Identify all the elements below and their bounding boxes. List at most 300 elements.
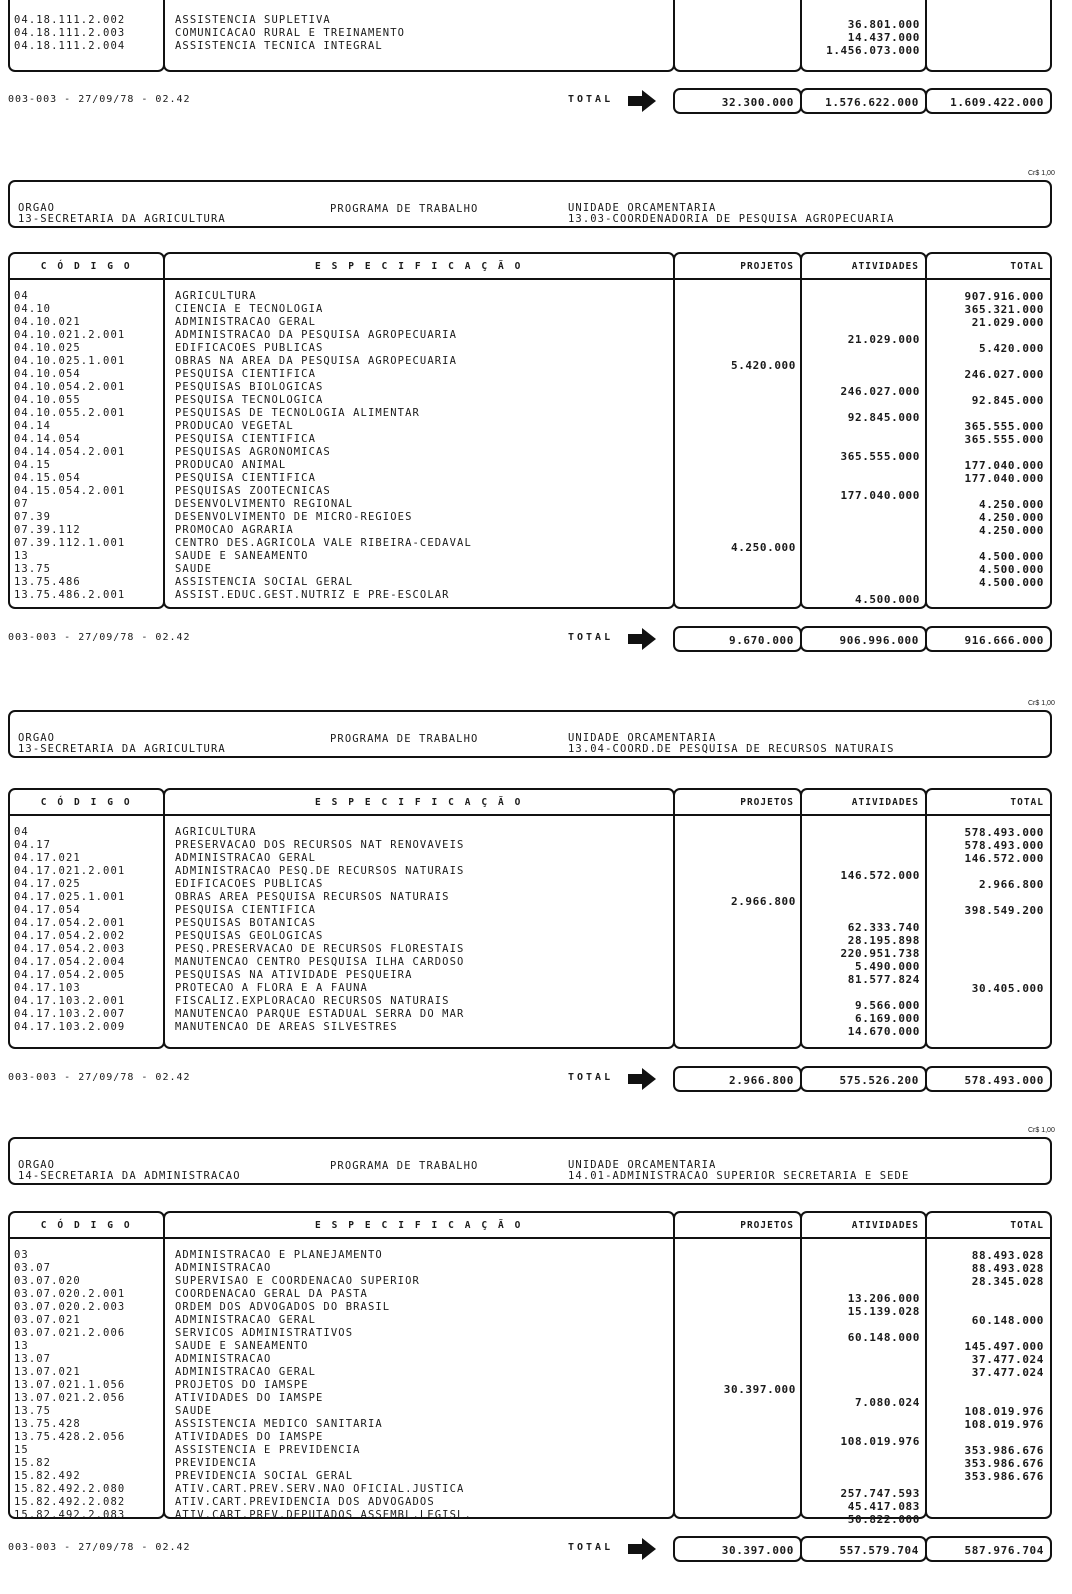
atividades-cell: 50.822.000	[847, 1513, 920, 1526]
table-row	[0, 1275, 1072, 1288]
print-stamp: 003-003 - 27/09/78 - 02.42	[8, 632, 191, 643]
arrow-right-icon	[628, 628, 658, 650]
total-cell: 5.420.000	[978, 342, 1044, 355]
codigo-cell: 15.82	[14, 1457, 52, 1469]
total-total-value: 1.609.422.000	[950, 96, 1044, 109]
table-row	[0, 27, 1072, 44]
total-cell: 37.477.024	[971, 1353, 1044, 1366]
codigo-cell: 13.07	[14, 1353, 52, 1365]
codigo-cell: 04.14.054	[14, 433, 81, 445]
codigo-cell: 13.75.428.2.056	[14, 1431, 126, 1443]
total-cell: 21.029.000	[971, 316, 1044, 329]
codigo-cell: 04.17.103	[14, 982, 81, 994]
programa-label: PROGRAMA DE TRABALHO	[330, 203, 479, 215]
codigo-cell: 13.07.021.2.056	[14, 1392, 126, 1404]
arrow-right-icon	[628, 1538, 658, 1560]
codigo-cell: 03.07.020.2.003	[14, 1301, 126, 1313]
total-cell: 353.986.676	[964, 1457, 1044, 1470]
especificacao-cell: CIENCIA E TECNOLOGIA	[175, 303, 324, 315]
table-row	[0, 394, 1072, 407]
total-cell: 246.027.000	[964, 368, 1044, 381]
especificacao-cell: MANUTENCAO PARQUE ESTADUAL SERRA DO MAR	[175, 1008, 465, 1020]
especificacao-cell: ASSISTENCIA E PREVIDENCIA	[175, 1444, 361, 1456]
codigo-cell: 13.75	[14, 563, 52, 575]
especificacao-header-divider	[165, 814, 673, 816]
total-header-divider	[927, 814, 1050, 816]
arrow-right-icon	[628, 90, 658, 112]
table-row	[0, 891, 1072, 908]
print-stamp: 003-003 - 27/09/78 - 02.42	[8, 94, 191, 105]
codigo-cell: 04.18.111.2.003	[14, 27, 126, 39]
especificacao-cell: SAUDE	[175, 1405, 213, 1417]
table-row	[0, 498, 1072, 511]
codigo-cell: 13.75.486	[14, 576, 81, 588]
table-row	[0, 329, 1072, 346]
orgao-label: ORGAO	[18, 202, 56, 214]
total-cell: 28.345.028	[971, 1275, 1044, 1288]
column-header-especificacao: E S P E C I F I C A Ç Ã O	[315, 797, 523, 808]
especificacao-cell: ATIV.CART.PREV.DEPUTADOS ASSEMBL.LEGISL.	[175, 1509, 472, 1521]
especificacao-cell: PESQUISA CIENTIFICA	[175, 472, 317, 484]
codigo-cell: 04.10.025.1.001	[14, 355, 126, 367]
total-atividades-value: 1.576.622.000	[825, 96, 919, 109]
atividades-cell: 14.670.000	[847, 1025, 920, 1038]
especificacao-cell: PREVIDENCIA	[175, 1457, 257, 1469]
atividades-cell: 1.456.073.000	[826, 44, 920, 57]
especificacao-cell: ASSISTENCIA SOCIAL GERAL	[175, 576, 354, 588]
table-row	[0, 1379, 1072, 1396]
codigo-cell: 04.17.054.2.003	[14, 943, 126, 955]
total-cell: 578.493.000	[964, 826, 1044, 839]
especificacao-cell: PESQUISA CIENTIFICA	[175, 368, 317, 380]
codigo-cell: 04	[14, 290, 29, 302]
codigo-cell: 04.10	[14, 303, 52, 315]
total-cell: 365.555.000	[964, 420, 1044, 433]
especificacao-cell: DESENVOLVIMENTO DE MICRO-REGIOES	[175, 511, 413, 523]
atividades-cell: 9.566.000	[854, 999, 920, 1012]
especificacao-cell: PESQ.PRESERVACAO DE RECURSOS FLORESTAIS	[175, 943, 465, 955]
table-row	[0, 472, 1072, 485]
especificacao-cell: ADMINISTRACAO GERAL	[175, 1314, 317, 1326]
currency-unit: Cr$ 1,00	[1028, 170, 1055, 177]
especificacao-cell: SERVICOS ADMINISTRATIVOS	[175, 1327, 354, 1339]
table-row	[0, 342, 1072, 355]
table-row	[0, 1483, 1072, 1500]
currency-unit: Cr$ 1,00	[1028, 700, 1055, 707]
codigo-cell: 03.07.021	[14, 1314, 81, 1326]
unidade-label: UNIDADE ORCAMENTARIA	[568, 732, 717, 744]
codigo-cell: 03.07	[14, 1262, 52, 1274]
projetos-header-divider	[675, 1237, 800, 1239]
orgao-value: 14-SECRETARIA DA ADMINISTRACAO	[18, 1170, 241, 1182]
table-row	[0, 381, 1072, 398]
codigo-cell: 04.18.111.2.004	[14, 40, 126, 52]
especificacao-header-divider	[165, 1237, 673, 1239]
codigo-cell: 15.82.492	[14, 1470, 81, 1482]
especificacao-cell: PRESERVACAO DOS RECURSOS NAT RENOVAVEIS	[175, 839, 465, 851]
column-header-especificacao: E S P E C I F I C A Ç Ã O	[315, 261, 523, 272]
atividades-cell: 13.206.000	[847, 1292, 920, 1305]
especificacao-cell: CENTRO DES.AGRICOLA VALE RIBEIRA-CEDAVAL	[175, 537, 472, 549]
especificacao-cell: AGRICULTURA	[175, 290, 257, 302]
atividades-cell: 81.577.824	[847, 973, 920, 986]
especificacao-cell: PESQUISA CIENTIFICA	[175, 433, 317, 445]
column-header-atividades: ATIVIDADES	[851, 1220, 919, 1231]
total-atividades-value: 557.579.704	[839, 1544, 919, 1557]
especificacao-cell: MANUTENCAO DE AREAS SILVESTRES	[175, 1021, 398, 1033]
codigo-cell: 04.17.054	[14, 904, 81, 916]
atividades-cell: 4.500.000	[854, 593, 920, 606]
total-cell: 60.148.000	[971, 1314, 1044, 1327]
total-atividades-box	[800, 1066, 927, 1092]
header-box	[8, 710, 1052, 758]
especificacao-cell: ASSISTENCIA SUPLETIVA	[175, 14, 331, 26]
total-header-divider	[927, 1237, 1050, 1239]
total-total-box	[925, 626, 1052, 652]
codigo-cell: 04.17.054.2.004	[14, 956, 126, 968]
total-cell: 108.019.976	[964, 1405, 1044, 1418]
total-projetos-box	[673, 88, 802, 114]
arrow-right-icon	[628, 1068, 658, 1090]
table-row	[0, 982, 1072, 995]
total-cell: 4.250.000	[978, 524, 1044, 537]
table-row	[0, 852, 1072, 865]
especificacao-header-divider	[165, 278, 673, 280]
table-row	[0, 290, 1072, 303]
atividades-cell: 365.555.000	[840, 450, 920, 463]
codigo-cell: 04.15	[14, 459, 52, 471]
total-cell: 4.500.000	[978, 550, 1044, 563]
atividades-cell: 92.845.000	[847, 411, 920, 424]
table-row	[0, 1288, 1072, 1305]
table-row	[0, 956, 1072, 973]
codigo-cell: 15.82.492.2.082	[14, 1496, 126, 1508]
codigo-cell: 07.39.112.1.001	[14, 537, 126, 549]
table-row	[0, 1509, 1072, 1526]
codigo-cell: 04.17.103.2.007	[14, 1008, 126, 1020]
column-header-atividades: ATIVIDADES	[851, 797, 919, 808]
column-header-projetos: PROJETOS	[740, 261, 794, 272]
especificacao-cell: ASSISTENCIA TECNICA INTEGRAL	[175, 40, 383, 52]
codigo-cell: 13.75.486.2.001	[14, 589, 126, 601]
column-header-codigo: C Ó D I G O	[40, 797, 133, 808]
codigo-cell: 13.75.428	[14, 1418, 81, 1430]
especificacao-cell: ATIV.CART.PREV.SERV.NAO OFICIAL.JUSTICA	[175, 1483, 465, 1495]
total-projetos-value: 2.966.800	[728, 1074, 794, 1087]
total-label: TOTAL	[568, 94, 614, 105]
projetos-header-divider	[675, 814, 800, 816]
table-row	[0, 1262, 1072, 1275]
unidade-label: UNIDADE ORCAMENTARIA	[568, 1159, 717, 1171]
table-row	[0, 1444, 1072, 1457]
atividades-cell: 15.139.028	[847, 1305, 920, 1318]
atividades-cell: 146.572.000	[840, 869, 920, 882]
especificacao-cell: MANUTENCAO CENTRO PESQUISA ILHA CARDOSO	[175, 956, 465, 968]
unidade-value: 13.03-COORDENADORIA DE PESQUISA AGROPECUARIA	[568, 213, 895, 225]
table-row	[0, 1366, 1072, 1379]
total-projetos-value: 9.670.000	[728, 634, 794, 647]
especificacao-cell: COORDENACAO GERAL DA PASTA	[175, 1288, 368, 1300]
total-cell: 92.845.000	[971, 394, 1044, 407]
table-row	[0, 407, 1072, 424]
atividades-cell: 6.169.000	[854, 1012, 920, 1025]
codigo-cell: 04.10.055	[14, 394, 81, 406]
total-cell: 4.250.000	[978, 511, 1044, 524]
total-cell: 578.493.000	[964, 839, 1044, 852]
especificacao-cell: SAUDE E SANEAMENTO	[175, 550, 309, 562]
especificacao-cell: PROJETOS DO IAMSPE	[175, 1379, 309, 1391]
total-cell: 88.493.028	[971, 1262, 1044, 1275]
codigo-cell: 13.75	[14, 1405, 52, 1417]
table-row	[0, 576, 1072, 589]
print-stamp: 003-003 - 27/09/78 - 02.42	[8, 1072, 191, 1083]
codigo-cell: 04.10.021	[14, 316, 81, 328]
orgao-value: 13-SECRETARIA DA AGRICULTURA	[18, 743, 226, 755]
table-row	[0, 433, 1072, 446]
total-atividades-value: 575.526.200	[839, 1074, 919, 1087]
total-cell: 907.916.000	[964, 290, 1044, 303]
especificacao-cell: ORDEM DOS ADVOGADOS DO BRASIL	[175, 1301, 391, 1313]
atividades-header-divider	[802, 1237, 925, 1239]
table-row	[0, 1418, 1072, 1431]
table-row	[0, 826, 1072, 839]
column-header-especificacao: E S P E C I F I C A Ç Ã O	[315, 1220, 523, 1231]
codigo-cell: 04.10.021.2.001	[14, 329, 126, 341]
atividades-cell: 257.747.593	[840, 1487, 920, 1500]
codigo-cell: 13.07.021	[14, 1366, 81, 1378]
table-row	[0, 303, 1072, 316]
total-cell: 146.572.000	[964, 852, 1044, 865]
table-row	[0, 1353, 1072, 1366]
programa-label: PROGRAMA DE TRABALHO	[330, 1160, 479, 1172]
atividades-cell: 28.195.898	[847, 934, 920, 947]
total-atividades-box	[800, 1536, 927, 1562]
total-total-box	[925, 1066, 1052, 1092]
total-cell: 398.549.200	[964, 904, 1044, 917]
especificacao-cell: ADMINISTRACAO E PLANEJAMENTO	[175, 1249, 383, 1261]
table-row	[0, 1392, 1072, 1409]
especificacao-cell: OBRAS NA AREA DA PESQUISA AGROPECUARIA	[175, 355, 458, 367]
footer-totals	[0, 1066, 1072, 1096]
table-row	[0, 917, 1072, 934]
table-row	[0, 1405, 1072, 1418]
especificacao-cell: PESQUISAS ZOOTECNICAS	[175, 485, 331, 497]
projetos-cell: 2.966.800	[730, 895, 796, 908]
atividades-cell: 62.333.740	[847, 921, 920, 934]
codigo-cell: 04.10.025	[14, 342, 81, 354]
codigo-cell: 04.17.054.2.005	[14, 969, 126, 981]
table-row	[0, 40, 1072, 57]
footer-totals	[0, 626, 1072, 656]
total-label: TOTAL	[568, 1542, 614, 1553]
table-row	[0, 368, 1072, 381]
table-row	[0, 1249, 1072, 1262]
codigo-cell: 04.17.054.2.002	[14, 930, 126, 942]
especificacao-cell: ADMINISTRACAO GERAL	[175, 316, 317, 328]
codigo-cell: 03.07.020	[14, 1275, 81, 1287]
total-total-value: 578.493.000	[964, 1074, 1044, 1087]
footer-totals	[0, 1536, 1072, 1566]
table-row	[0, 878, 1072, 891]
codigo-cell: 04.17.025	[14, 878, 81, 890]
column-header-projetos: PROJETOS	[740, 797, 794, 808]
especificacao-cell: ADMINISTRACAO PESQ.DE RECURSOS NATURAIS	[175, 865, 465, 877]
especificacao-cell: ADMINISTRACAO GERAL	[175, 1366, 317, 1378]
atividades-header-divider	[802, 814, 925, 816]
codigo-cell: 04.10.054	[14, 368, 81, 380]
programa-label: PROGRAMA DE TRABALHO	[330, 733, 479, 745]
total-total-box	[925, 88, 1052, 114]
codigo-cell: 15.82.492.2.080	[14, 1483, 126, 1495]
especificacao-cell: PESQUISAS NA ATIVIDADE PESQUEIRA	[175, 969, 413, 981]
table-row	[0, 550, 1072, 563]
especificacao-cell: ADMINISTRACAO	[175, 1353, 272, 1365]
total-cell: 88.493.028	[971, 1249, 1044, 1262]
table-row	[0, 1340, 1072, 1353]
codigo-cell: 04.17.103.2.009	[14, 1021, 126, 1033]
total-cell: 365.321.000	[964, 303, 1044, 316]
total-total-value: 587.976.704	[964, 1544, 1044, 1557]
table-row	[0, 459, 1072, 472]
codigo-header-divider	[10, 1237, 163, 1239]
atividades-cell: 7.080.024	[854, 1396, 920, 1409]
total-cell: 145.497.000	[964, 1340, 1044, 1353]
table-row	[0, 904, 1072, 917]
especificacao-cell: AGRICULTURA	[175, 826, 257, 838]
especificacao-cell: ADMINISTRACAO GERAL	[175, 852, 317, 864]
table-row	[0, 1431, 1072, 1448]
especificacao-cell: OBRAS AREA PESQUISA RECURSOS NATURAIS	[175, 891, 450, 903]
especificacao-cell: PREVIDENCIA SOCIAL GERAL	[175, 1470, 354, 1482]
unidade-value: 14.01-ADMINISTRACAO SUPERIOR SECRETARIA E SEDE	[568, 1170, 910, 1182]
codigo-header-divider	[10, 814, 163, 816]
codigo-cell: 15	[14, 1444, 29, 1456]
print-stamp: 003-003 - 27/09/78 - 02.42	[8, 1542, 191, 1553]
especificacao-cell: PROTECAO A FLORA E A FAUNA	[175, 982, 368, 994]
codigo-cell: 03.07.020.2.001	[14, 1288, 126, 1300]
table-row	[0, 537, 1072, 554]
codigo-cell: 13.07.021.1.056	[14, 1379, 126, 1391]
especificacao-cell: ASSISTENCIA MEDICO SANITARIA	[175, 1418, 383, 1430]
atividades-cell: 36.801.000	[847, 18, 920, 31]
codigo-cell: 13	[14, 1340, 29, 1352]
especificacao-cell: ATIV.CART.PREVIDENCIA DOS ADVOGADOS	[175, 1496, 435, 1508]
projetos-header-divider	[675, 278, 800, 280]
projetos-cell: 4.250.000	[730, 541, 796, 554]
especificacao-cell: PROMOCAO AGRARIA	[175, 524, 294, 536]
table-row	[0, 1008, 1072, 1025]
codigo-cell: 04	[14, 826, 29, 838]
codigo-cell: 04.10.055.2.001	[14, 407, 126, 419]
unidade-value: 13.04-COORD.DE PESQUISA DE RECURSOS NATURAIS	[568, 743, 895, 755]
especificacao-cell: PESQUISAS AGRONOMICAS	[175, 446, 331, 458]
codigo-cell: 07.39.112	[14, 524, 81, 536]
total-projetos-box	[673, 1066, 802, 1092]
table-row	[0, 969, 1072, 986]
column-header-atividades: ATIVIDADES	[851, 261, 919, 272]
especificacao-cell: SAUDE	[175, 563, 213, 575]
table-row	[0, 485, 1072, 502]
especificacao-cell: FISCALIZ.EXPLORACAO RECURSOS NATURAIS	[175, 995, 450, 1007]
codigo-cell: 07	[14, 498, 29, 510]
column-header-total: TOTAL	[1010, 797, 1044, 808]
codigo-cell: 04.17	[14, 839, 52, 851]
column-header-total: TOTAL	[1010, 1220, 1044, 1231]
orgao-label: ORGAO	[18, 1159, 56, 1171]
total-atividades-box	[800, 626, 927, 652]
table-row	[0, 524, 1072, 537]
codigo-cell: 04.18.111.2.002	[14, 14, 126, 26]
especificacao-cell: DESENVOLVIMENTO REGIONAL	[175, 498, 354, 510]
table-row	[0, 446, 1072, 463]
total-cell: 37.477.024	[971, 1366, 1044, 1379]
table-row	[0, 563, 1072, 576]
orgao-value: 13-SECRETARIA DA AGRICULTURA	[18, 213, 226, 225]
codigo-cell: 04.17.021	[14, 852, 81, 864]
table-row	[0, 316, 1072, 329]
codigo-cell: 03.07.021.2.006	[14, 1327, 126, 1339]
atividades-cell: 60.148.000	[847, 1331, 920, 1344]
especificacao-cell: PESQUISAS BIOLOGICAS	[175, 381, 324, 393]
total-cell: 4.500.000	[978, 563, 1044, 576]
table-row	[0, 14, 1072, 31]
especificacao-cell: ADMINISTRACAO	[175, 1262, 272, 1274]
especificacao-cell: ATIVIDADES DO IAMSPE	[175, 1392, 324, 1404]
total-cell: 353.986.676	[964, 1470, 1044, 1483]
codigo-cell: 07.39	[14, 511, 52, 523]
codigo-cell: 04.17.054.2.001	[14, 917, 126, 929]
total-projetos-value: 30.397.000	[721, 1544, 794, 1557]
projetos-cell: 5.420.000	[730, 359, 796, 372]
total-header-divider	[927, 278, 1050, 280]
total-label: TOTAL	[568, 1072, 614, 1083]
atividades-cell: 45.417.083	[847, 1500, 920, 1513]
total-label: TOTAL	[568, 632, 614, 643]
column-header-total: TOTAL	[1010, 261, 1044, 272]
unidade-label: UNIDADE ORCAMENTARIA	[568, 202, 717, 214]
table-row	[0, 1457, 1072, 1470]
header-box	[8, 180, 1052, 228]
atividades-cell: 220.951.738	[840, 947, 920, 960]
total-cell: 108.019.976	[964, 1418, 1044, 1431]
especificacao-cell: ASSIST.EDUC.GEST.NUTRIZ E PRE-ESCOLAR	[175, 589, 450, 601]
table-row	[0, 511, 1072, 524]
codigo-cell: 04.14	[14, 420, 52, 432]
especificacao-cell: PESQUISAS DE TECNOLOGIA ALIMENTAR	[175, 407, 420, 419]
codigo-cell: 03	[14, 1249, 29, 1261]
total-cell: 353.986.676	[964, 1444, 1044, 1457]
table-row	[0, 1496, 1072, 1513]
codigo-cell: 04.15.054	[14, 472, 81, 484]
table-row	[0, 1301, 1072, 1318]
codigo-cell: 04.14.054.2.001	[14, 446, 126, 458]
column-header-codigo: C Ó D I G O	[40, 261, 133, 272]
especificacao-cell: PESQUISAS BOTANICAS	[175, 917, 317, 929]
total-projetos-box	[673, 626, 802, 652]
especificacao-cell: PESQUISA TECNOLOGICA	[175, 394, 324, 406]
total-total-box	[925, 1536, 1052, 1562]
codigo-cell: 04.17.021.2.001	[14, 865, 126, 877]
atividades-cell: 246.027.000	[840, 385, 920, 398]
especificacao-cell: SUPERVISAO E COORDENACAO SUPERIOR	[175, 1275, 420, 1287]
total-projetos-value: 32.300.000	[721, 96, 794, 109]
table-row	[0, 995, 1072, 1012]
orgao-label: ORGAO	[18, 732, 56, 744]
total-cell: 30.405.000	[971, 982, 1044, 995]
currency-unit: Cr$ 1,00	[1028, 1127, 1055, 1134]
projetos-cell: 30.397.000	[723, 1383, 796, 1396]
table-row	[0, 865, 1072, 882]
